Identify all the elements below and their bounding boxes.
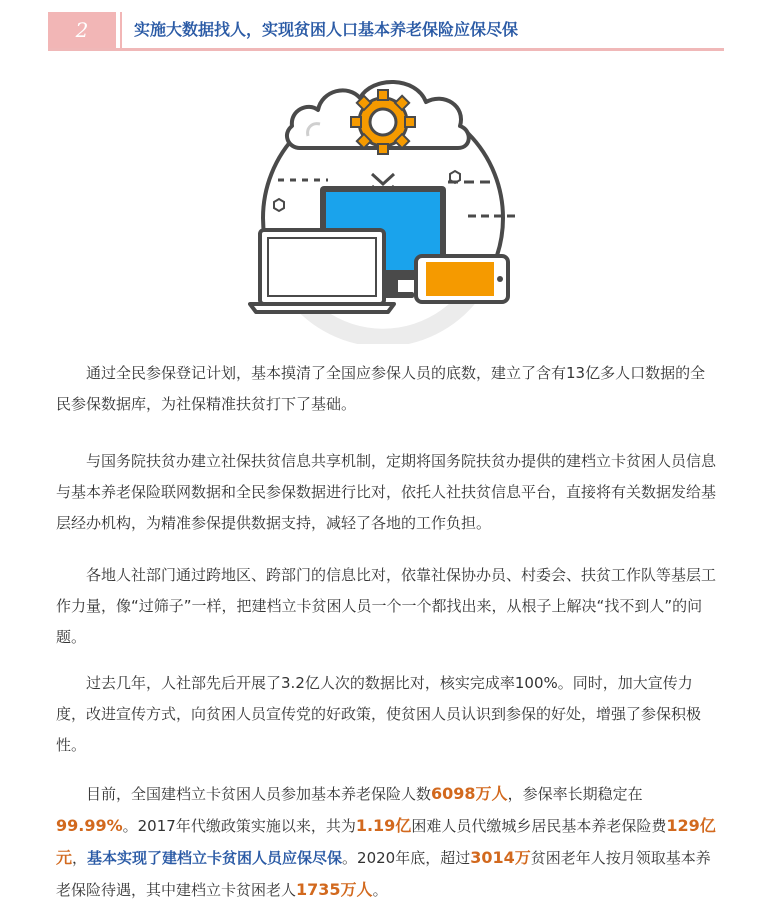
section-number: 2 <box>48 12 116 48</box>
paragraph-3: 各地人社部门通过跨地区、跨部门的信息比对，依靠社保协办员、村委会、扶贫工作队等基层工作力量，像“过筛子”一样，把建档立卡贫困人员一个一个都找出来，从根子上解决“找不到人”的问题。 <box>56 566 717 646</box>
highlight-amount: 129亿元 <box>56 816 716 867</box>
section-title: 实施大数据找人，实现贫困人口基本养老保险应保尽保 <box>134 20 519 39</box>
highlight-rate: 99.99% <box>56 816 123 835</box>
laptop-icon <box>250 230 394 312</box>
section-header <box>48 12 724 51</box>
paragraph-2: 与国务院扶贫办建立社保扶贫信息共享机制，定期将国务院扶贫办提供的建档立卡贫困人员信息与基本养老保险联网数据和全民参保数据进行比对，依托人社扶贫信息平台，直接将有关数据发给基层经办机构，为精准参保提供数据支持，减轻了各地的工作负担。 <box>56 452 717 532</box>
paragraph-5: 目前，全国建档立卡贫困人员参加基本养老保险人数6098万人，参保率长期稳定在99.99%。2017年代缴政策实施以来，共为1.19亿困难人员代缴城乡居民基本养老保险费129亿元，基本实现了建档立卡贫困人员应保尽保。2020年底，超过3014万贫困老年人按月领取基本养老保险待遇，其中建档立卡贫困老人1735万人。 <box>56 784 716 899</box>
cloud-devices-illustration <box>248 70 518 344</box>
paragraph-1: 通过全民参保登记计划，基本摸清了全国应参保人员的底数，建立了含有13亿多人口数据的全民参保数据库，为社保精准扶贫打下了基础。 <box>56 364 706 413</box>
header-divider <box>120 12 122 48</box>
highlight-registered-elderly: 1735万人 <box>296 880 373 899</box>
phone-icon <box>416 256 508 302</box>
highlight-people: 1.19亿 <box>355 816 412 835</box>
paragraph-4: 过去几年，人社部先后开展了3.2亿人次的数据比对，核实完成率100%。同时，加大宣传力度，改进宣传方式，向贫困人员宣传党的好政策，使贫困人员认识到参保的好处，增强了参保积极性。 <box>56 674 702 754</box>
highlight-elderly: 3014万 <box>470 848 531 867</box>
gear-icon <box>351 90 415 154</box>
highlight-achievement: 基本实现了建档立卡贫困人员应保尽保 <box>87 849 343 867</box>
highlight-participants: 6098万人 <box>431 784 508 803</box>
